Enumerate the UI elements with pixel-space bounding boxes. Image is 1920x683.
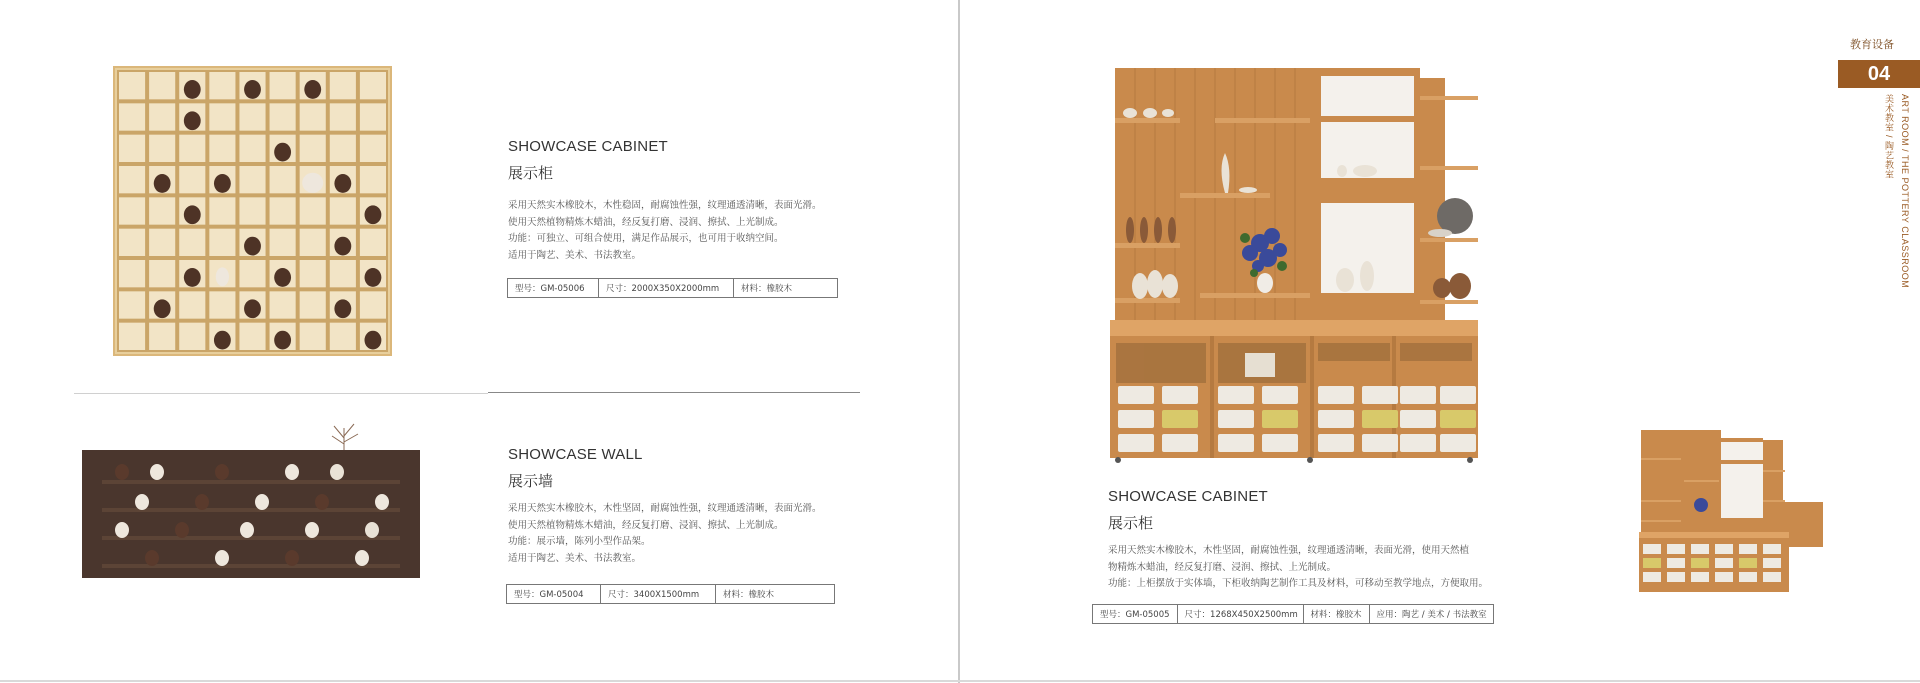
- page-number-badge: 04: [1838, 60, 1920, 88]
- desc-line: 适用于陶艺、美术、书法教室。: [508, 552, 642, 564]
- spec-table: [507, 278, 838, 298]
- section-label-cn: 美术教室 / 陶艺教室: [1884, 94, 1894, 180]
- right-page: [960, 0, 1920, 683]
- spec-table: [506, 584, 835, 604]
- showcase-wall-image: [82, 420, 420, 580]
- spec-model: 型号：GM-05006: [508, 279, 599, 297]
- product-description: [508, 198, 822, 264]
- category-header: 教育设备: [1850, 38, 1894, 51]
- desc-line: 使用天然植物精炼木蜡油，经反复打磨、浸润、擦拭、上光制成。: [508, 519, 784, 531]
- showcase-cabinet-image: [113, 66, 392, 356]
- spec-material: 材料：橡胶木: [1304, 605, 1370, 623]
- spec-model: 型号：GM-05005: [1093, 605, 1178, 623]
- section-divider: [74, 393, 488, 394]
- bottom-rule: [0, 680, 1920, 682]
- left-page: [0, 0, 958, 683]
- spec-table: [1092, 604, 1494, 624]
- desc-line: 采用天然实木橡胶木，木性稳固，耐腐蚀性强，纹理通透清晰，表面光滑。: [508, 200, 822, 211]
- showcase-cabinet-thumbnail: [1639, 430, 1824, 597]
- product-description: [1108, 543, 1488, 593]
- product-title-en: SHOWCASE CABINET: [508, 138, 668, 155]
- branch-decoration: [332, 424, 358, 450]
- desc-line: 功能：展示墙，陈列小型作品架。: [508, 536, 651, 547]
- spec-material: 材料：橡胶木: [741, 284, 793, 294]
- desc-line: 功能：上柜摆放于实体墙，下柜收纳陶艺制作工具及材料，可移动至教学地点，方便取用。: [1108, 578, 1489, 589]
- spec-size: 尺寸：3400X1500mm: [601, 585, 716, 603]
- product-title-en: SHOWCASE WALL: [508, 446, 643, 463]
- spec-model: 型号：GM-05004: [507, 585, 601, 603]
- desc-line: 采用天然实木橡胶木，木性坚固，耐腐蚀性强，纹理通透清晰，表面光滑。: [508, 503, 822, 514]
- product-title-cn: 展示墙: [508, 472, 554, 490]
- product-title-cn: 展示柜: [1108, 514, 1154, 532]
- product-title-cn: 展示柜: [508, 164, 554, 182]
- spec-material: 材料：橡胶木: [723, 590, 775, 600]
- desc-line: 功能：可独立、可组合使用，满足作品展示，也可用于收纳空间。: [508, 233, 784, 244]
- desc-line: 使用天然植物精炼木蜡油，经反复打磨、浸润、擦拭、上光制成。: [508, 216, 784, 228]
- spec-size: 尺寸：1268X450X2500mm: [1178, 605, 1304, 623]
- product-description: [508, 501, 822, 567]
- section-label-en: ART ROOM / THE POTTERY CLASSROOM: [1900, 94, 1910, 289]
- desc-line: 适用于陶艺、美术、书法教室。: [508, 249, 642, 261]
- section-divider: [488, 392, 860, 393]
- product-title-en: SHOWCASE CABINET: [1108, 488, 1268, 505]
- spec-usage: 应用：陶艺 / 美术 / 书法教室: [1376, 610, 1487, 620]
- desc-line: 采用天然实木橡胶木，木性坚固，耐腐蚀性强，纹理通透清晰，表面光滑，使用天然植: [1108, 545, 1470, 556]
- spec-size: 尺寸：2000X350X2000mm: [599, 279, 734, 297]
- showcase-cabinet-large-image: [1110, 68, 1478, 464]
- desc-line: 物精炼木蜡油，经反复打磨、浸润、擦拭、上光制成。: [1108, 561, 1337, 573]
